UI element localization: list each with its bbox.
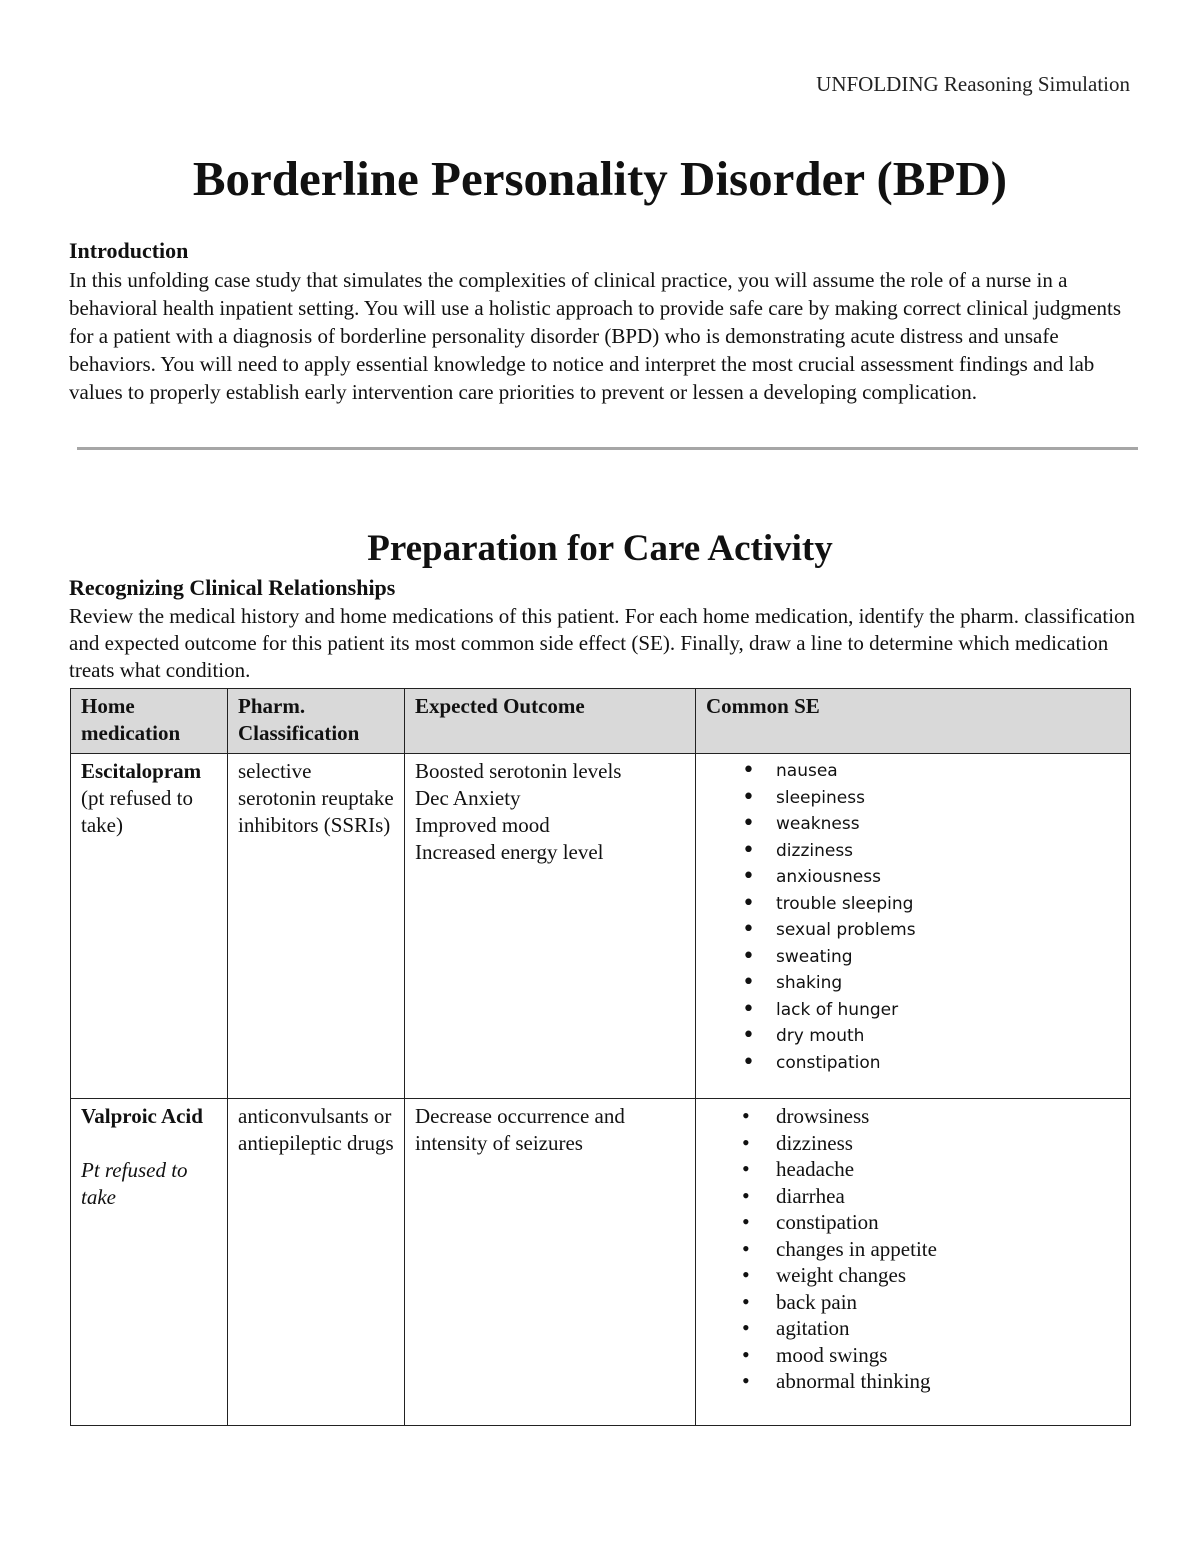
preparation-title: Preparation for Care Activity [367,528,833,569]
side-effect-item: • sexual problems [776,917,1120,944]
side-effect-item: • mood swings [776,1342,1120,1369]
side-effect-item: • headache [776,1156,1120,1183]
side-effects-list [706,1103,1120,1395]
table-row [71,754,1131,1099]
outcome-item: Improved mood [415,813,550,837]
section-divider [77,447,1138,450]
side-effect-item: • dizziness [776,838,1120,865]
medication-cell [71,754,228,1099]
preparation-body: Review the medical history and home medications of this patient. For each home medication, identify the pharm. classification and expected outcome for this patient its most common side effect (SE). Finally, draw a line to determine which medication treats what condition. [69,604,1136,682]
outcome-item: Decrease occurrence and intensity of seizures [415,1104,625,1155]
side-effect-item: • nausea [776,758,1120,785]
classification-cell: anticonvulsants or antiepileptic drugs [228,1099,405,1426]
document-title: Borderline Personality Disorder (BPD) [192,151,1008,206]
side-effect-item: • trouble sleeping [776,891,1120,918]
side-effect-item: • drowsiness [776,1103,1120,1130]
side-effect-item: • dry mouth [776,1023,1120,1050]
side-effects-list [706,758,1120,1076]
side-effect-item: • constipation [776,1050,1120,1077]
introduction-heading: Introduction [69,238,189,263]
side-effect-item: • anxiousness [776,864,1120,891]
side-effect-item: • back pain [776,1289,1120,1316]
medication-note: (pt refused to take) [81,786,193,837]
table-row [71,1099,1131,1426]
outcome-item: Dec Anxiety [415,786,521,810]
side-effect-item: • weight changes [776,1262,1120,1289]
outcome-cell [405,1099,696,1426]
outcome-item: Boosted serotonin levels [415,759,622,783]
introduction-section [69,236,1139,406]
medication-note: Pt refused to take [81,1158,188,1209]
side-effect-item: • changes in appetite [776,1236,1120,1263]
side-effect-item: • shaking [776,970,1120,997]
side-effect-item: • abnormal thinking [776,1368,1120,1395]
medication-table [70,688,1131,1426]
outcome-item: Increased energy level [415,840,604,864]
side-effect-item: • sleepiness [776,785,1120,812]
side-effects-cell [696,754,1131,1099]
outcome-cell [405,754,696,1099]
side-effects-cell [696,1099,1131,1426]
running-header: UNFOLDING Reasoning Simulation [816,72,1130,96]
header-common-se: Common SE [696,689,1131,754]
side-effect-item: • dizziness [776,1130,1120,1157]
classification-cell: selective serotonin reuptake inhibitors (SSRIs) [228,754,405,1099]
medication-name: Valproic Acid [81,1104,203,1128]
side-effect-item: • agitation [776,1315,1120,1342]
side-effect-item: • constipation [776,1209,1120,1236]
header-expected-outcome: Expected Outcome [405,689,696,754]
preparation-section [69,573,1144,684]
side-effect-item: • diarrhea [776,1183,1120,1210]
medication-name: Escitalopram [81,759,202,783]
side-effect-item: • lack of hunger [776,997,1120,1024]
header-home-medication: Home medication [71,689,228,754]
header-pharm-classification: Pharm. Classification [228,689,405,754]
side-effect-item: • sweating [776,944,1120,971]
medication-cell [71,1099,228,1426]
table-header-row [71,689,1131,754]
preparation-subheading: Recognizing Clinical Relationships [69,575,396,600]
introduction-body: In this unfolding case study that simulates the complexities of clinical practice, you will assume the role of a nurse in a behavioral health inpatient setting. You will use a holistic approach to provide safe care by making correct clinical judgments for a patient with a diagnosis of borderline personality disorder (BPD) who is demonstrating acute distress and unsafe behaviors. You will need to apply essential knowledge to notice and interpret the most crucial assessment findings and lab values to properly establish early intervention care priorities to prevent or lessen a developing complication. [69,268,1122,404]
side-effect-item: • weakness [776,811,1120,838]
